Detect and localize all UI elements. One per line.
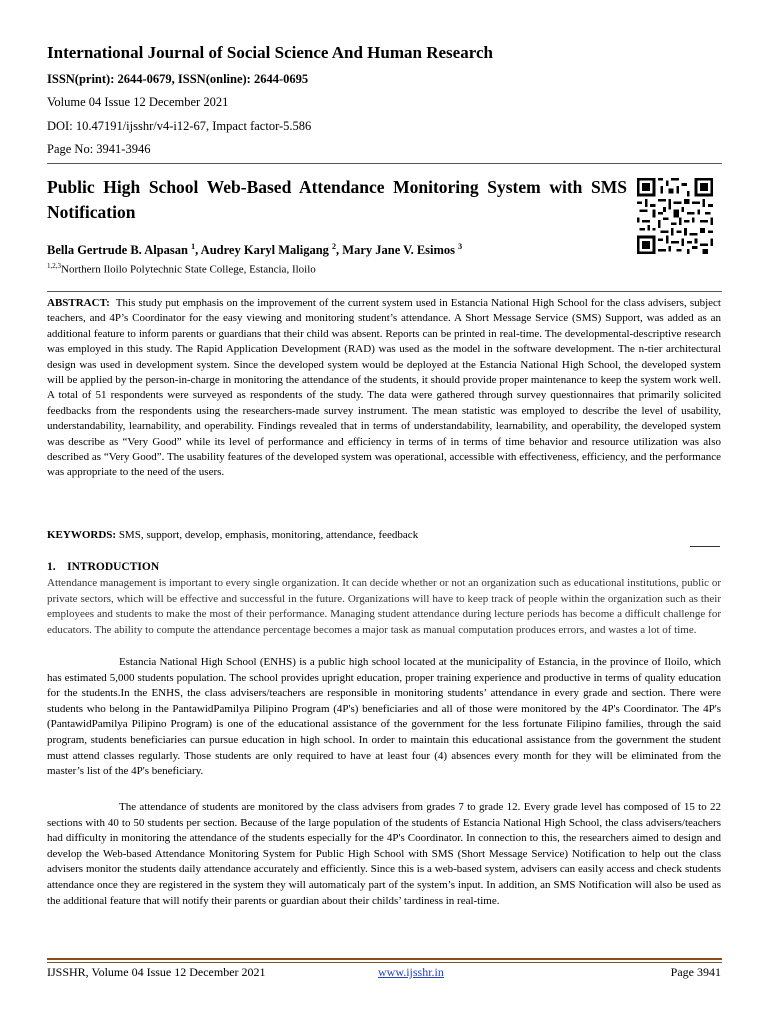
author-mark: 2 — [332, 242, 337, 251]
keywords-text: SMS, support, develop, emphasis, monitoring, attendance, feedback — [118, 529, 419, 541]
author-name: Bella Gertrude B. Alpasan — [47, 243, 188, 258]
page-range: Page No: 3941-3946 — [47, 142, 151, 156]
abstract-text: This study put emphasis on the improvement of the current system used in Estancia National High School for the class advisers, subject teachers, and 4P’s Coordinator for the easy viewing and monitoring student’s attendance. A Short Message Service (SMS) Support, was added as an additional feature to inform parents or guardians that their child was absent. Reports can be printed in real-time. The developmental-descriptive research was employed in this study. The Rapid Application Development (RAD) was used as the model in the software development. The n-tier architectural design was used in development system. Since the developed system would be deployed at the Estancia National High School, the developed system will be applied by the person-in-charge in monitoring the attendance of the students, it should provide proper maintenance to keep the system work well. A total of 51 respondents were surveyed as respondents of the study. The data were gathered through survey questionnaires that primarily solicited feedbacks from the respondents using the researchers-made survey instrument. The mean statistic was employed to describe the level of usability, understandability, learnability, and operability. Findings revealed that in terms of understandability, learnability, and operability, the developed system was describe as “Very Good” while its level of performance and efficiency in terms of in terms of time behavior and resource utilization was also described as “Very Good”. The usability features of the developed system was operational, accessible with effectiveness, efficiency, and the performance was appropriate to the need of the users. — [47, 297, 721, 479]
author-mark: 1 — [191, 242, 196, 251]
abstract-top-rule — [47, 291, 722, 292]
keywords — [47, 529, 418, 541]
header-divider — [47, 163, 722, 164]
author-name: Mary Jane V. Esimos — [342, 243, 456, 258]
doi-line: DOI: 10.47191/ijsshr/v4-i12-67, Impact factor-5.586 — [47, 119, 312, 133]
affiliation-text: Northern Iloilo Polytechnic State College, Estancia, Iloilo — [61, 263, 316, 276]
intro-paragraph-3: The attendance of students are monitored by the class advisers from grades 7 to grade 12. Every grade level has composed of 15 to 22 sections with 40 to 50 students per section. Because of the large population of the students of Estancia National High School, the class advisers/teachers had difficulty in monitoring the attendance of the students especially for the 4P's Coordinator. In connection to this, the researchers aimed to design and develop the Web-based Attendance Monitoring System for Public High School with SMS (Short Message Service) Notification to help out the class advisers monitor the students daily attendance accurately and efficiently. Since this is a web-based system, advisers can easily access and check students attendance once they are registered in the system they will automaticaly part of the system’s input. In addition, an SMS Notification will also be used as the additional feature that will notify their parents or guardian about their childs’ tardiness in real-time. — [47, 801, 721, 907]
footer-rule-thick — [47, 958, 722, 960]
abstract — [47, 296, 721, 481]
page-number: Page 3941 — [670, 965, 721, 979]
keywords-rule — [690, 546, 720, 547]
footer-rule-thin — [47, 962, 722, 963]
author-list: Bella Gertrude B. Alpasan $^1$, Audrey Karyl Maligang $^2$, Mary Jane V. Esimos $^3$ — [47, 242, 463, 258]
section-heading-introduction: 1. INTRODUCTION — [47, 561, 160, 573]
journal-website-link[interactable]: www.ijsshr.in — [378, 965, 444, 979]
footer-citation: IJSSHR, Volume 04 Issue 12 December 2021 — [47, 965, 266, 979]
journal-title: International Journal of Social Science And Human Research — [47, 43, 493, 62]
volume-line: Volume 04 Issue 12 December 2021 — [47, 95, 229, 109]
affiliation — [47, 262, 316, 276]
author-name: Audrey Karyl Maligang — [200, 243, 329, 258]
abstract-label: ABSTRACT: — [47, 297, 110, 309]
issn-line: ISSN(print): 2644-0679, ISSN(online): 2644-0695 — [47, 72, 309, 86]
intro-paragraph-2: Estancia National High School (ENHS) is a public high school located at the municipality of Estancia, in the province of Iloilo, which has estimated 5,000 students population. The school provides upright education, proper training experience and productive in terms of quality education for the students.In the ENHS, the class advisers/teachers are responsible in monitoring students’ attendance in every grade and section. There were students who belong in the PantawidPamilya Pilipino Program (4P's) beneficiaries and all of those were monitored by the 4P's Coordinator. The 4P's (PantawidPamilya Pilipino Program) is one of the educational assistance of the government for the less fortunate Filipino families, through the said program, students beneficiaries can pursue education in high school. In order to maintain this educational assistance from the government the student must attend classes regularly. Those students are only required to have at least four (4) absences every month for they will be eliminated from the master’s list of the 4P's beneficiary. — [47, 656, 721, 778]
affiliation-marks: 1,2,3 — [47, 262, 61, 270]
author-mark: 3 — [458, 242, 463, 251]
paper-title: Public High School Web-Based Attendance Monitoring System with SMS Notification — [47, 177, 627, 222]
intro-paragraph-1: Attendance management is important to every single organization. It can decide whether or not an organization such as educational institutions, public or private sectors, which will be effective and successful in the future. Organizations will have to keep track of people within the organization such as their employees and students to make the most of their performance. Managing student attendance during lecture periods has become a difficult challenge for educators. The ability to compute the attendance percentage becomes a major task as manual computation produces errors, and wastes a lot of time. — [47, 577, 721, 636]
qr-code-icon — [636, 178, 714, 254]
keywords-label: KEYWORDS: — [47, 529, 117, 541]
